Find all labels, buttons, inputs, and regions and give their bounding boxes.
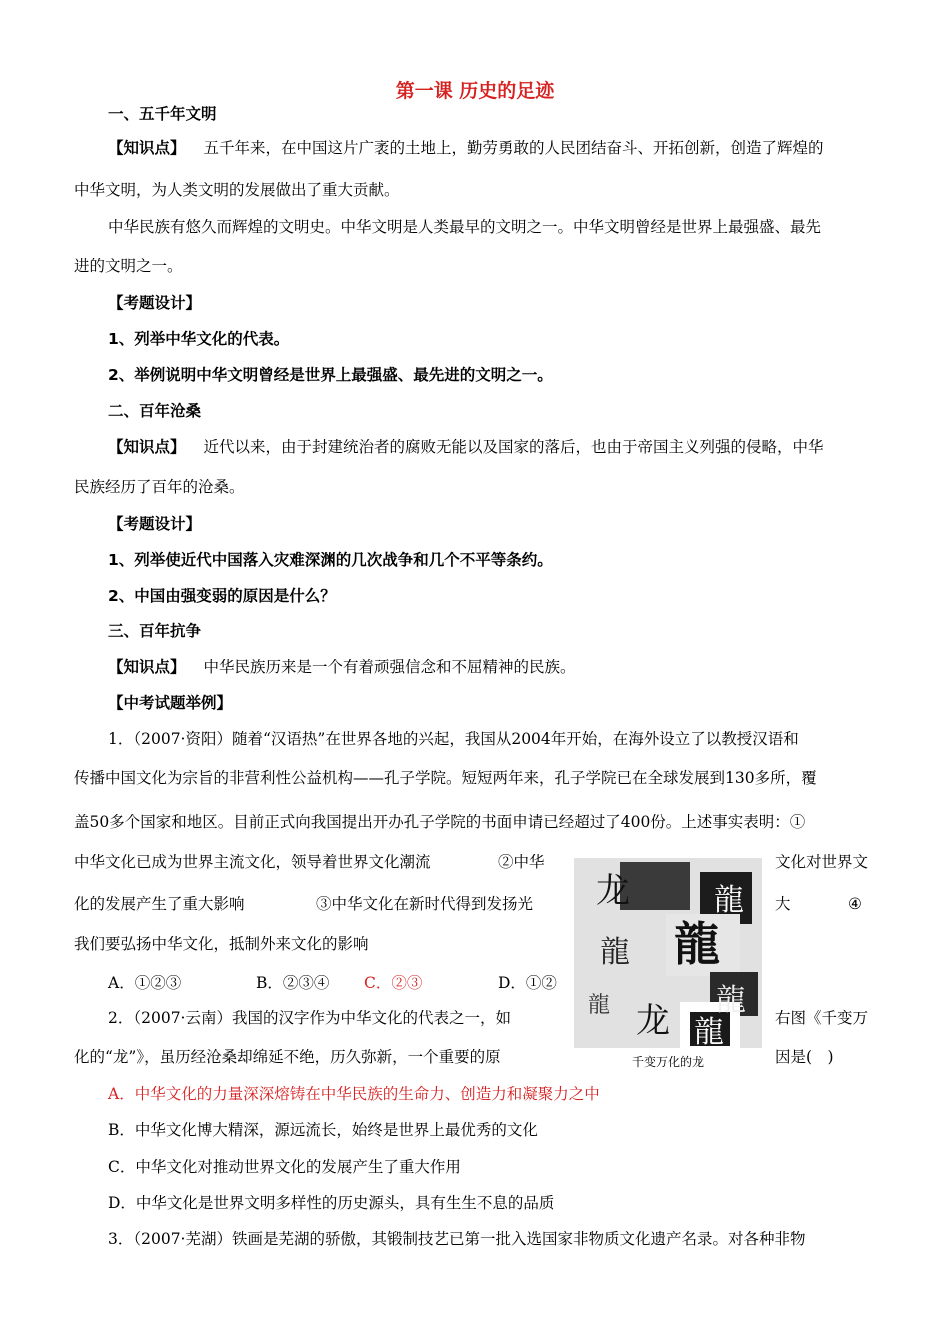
text-line: 因是( ) (775, 1048, 834, 1066)
text-line: 2．（2007·云南）我国的汉字作为中华文化的代表之一，如 (108, 1009, 511, 1027)
text-line: 中华文化已成为世界主流文化，领导着世界文化潮流 (74, 853, 431, 871)
page-title: 第一课 历史的足迹 (395, 80, 555, 102)
text-line: 大 (775, 895, 791, 913)
figure-caption: 千变万化的龙 (631, 1055, 704, 1069)
knowledge-paragraph-2 (108, 437, 824, 457)
design-label: 【考题设计】 (108, 294, 202, 312)
calligraphy-illustration (570, 852, 766, 1076)
option-a-answer: A．中华文化的力量深深熔铸在中华民族的生命力、创造力和凝聚力之中 (108, 1085, 600, 1103)
knowledge-label: 【知识点】 (108, 438, 186, 456)
exam-label: 【中考试题举例】 (108, 694, 233, 712)
text-line: 1．（2007·资阳）随着“汉语热”在世界各地的兴起，我国从2004年开始，在海外设立了以教授汉语和 (108, 730, 799, 748)
svg-text:龙: 龙 (636, 1001, 670, 1041)
text-line: ④ (848, 895, 862, 913)
text-line: ③中华文化在新时代得到发扬光 (316, 895, 534, 913)
option-a: A．①②③ (108, 974, 182, 992)
text: 近代以来，由于封建统治者的腐败无能以及国家的落后，也由于帝国主义列强的侵略，中华 (203, 438, 824, 456)
text-line: 中华民族有悠久而辉煌的文明史。中华文明是人类最早的文明之一。中华文明曾经是世界上最强盛、最先 (108, 218, 822, 236)
knowledge-label: 【知识点】 (108, 139, 186, 157)
text-line: 3．（2007·芜湖）铁画是芜湖的骄傲，其锻制技艺已第一批入选国家非物质文化遗产名录。对各种非物 (108, 1230, 806, 1248)
dragon-calligraphy-image (570, 852, 766, 1076)
svg-text:龙: 龙 (596, 871, 630, 911)
svg-text:龍: 龍 (716, 983, 746, 1018)
question: 2、中国由强变弱的原因是什么？ (108, 587, 336, 605)
knowledge-paragraph-1 (108, 138, 824, 158)
text-line: 盖50多个国家和地区。目前正式向我国提出开办孔子学院的书面申请已经超过了400份。上述事实表明：① (74, 813, 806, 831)
text-line: 中华文明，为人类文明的发展做出了重大贡献。 (74, 181, 400, 199)
svg-text:龍: 龍 (600, 935, 630, 970)
text-line: 化的“龙”》，虽历经沧桑却绵延不绝，历久弥新，一个重要的原 (74, 1048, 501, 1066)
text-line: 右图《千变万 (775, 1009, 869, 1027)
svg-text:龍: 龍 (714, 883, 744, 918)
design-label: 【考题设计】 (108, 515, 202, 533)
section-heading-2: 二、百年沧桑 (108, 402, 202, 420)
svg-text:龍: 龍 (674, 917, 720, 971)
text-line: 文化对世界文 (775, 853, 869, 871)
section-heading-1: 一、五千年文明 (108, 105, 217, 123)
text: 五千年来，在中国这片广袤的土地上，勤劳勇敢的人民团结奋斗、开拓创新，创造了辉煌的 (203, 139, 824, 157)
svg-text:龍: 龍 (588, 993, 611, 1018)
text-line: 传播中国文化为宗旨的非营利性公益机构——孔子学院。短短两年来，孔子学院已在全球发展到130多所，覆 (74, 769, 817, 787)
text-line: 民族经历了百年的沧桑。 (74, 478, 245, 496)
text-line: 进的文明之一。 (74, 257, 183, 275)
option-c-answer: C．②③ (364, 974, 423, 992)
section-heading-3: 三、百年抗争 (108, 622, 202, 640)
option-b: B．中华文化博大精深，源远流长，始终是世界上最优秀的文化 (108, 1121, 538, 1139)
question: 1、列举使近代中国落入灾难深渊的几次战争和几个不平等条约。 (108, 551, 553, 569)
knowledge-label: 【知识点】 (108, 658, 186, 676)
knowledge-paragraph-3 (108, 657, 576, 677)
text-line: ②中华 (498, 853, 545, 871)
option-b: B．②③④ (256, 974, 330, 992)
option-d: D．中华文化是世界文明多样性的历史源头，具有生生不息的品质 (108, 1194, 555, 1212)
option-c: C．中华文化对推动世界文化的发展产生了重大作用 (108, 1158, 461, 1176)
text: 中华民族历来是一个有着顽强信念和不屈精神的民族。 (203, 658, 576, 676)
question: 2、举例说明中华文明曾经是世界上最强盛、最先进的文明之一。 (108, 366, 553, 384)
text-line: 我们要弘扬中华文化，抵制外来文化的影响 (74, 935, 369, 953)
svg-text:龍: 龍 (694, 1015, 724, 1050)
question: 1、列举中华文化的代表。 (108, 330, 290, 348)
text-line: 化的发展产生了重大影响 (74, 895, 245, 913)
option-d: D．①② (498, 974, 557, 992)
